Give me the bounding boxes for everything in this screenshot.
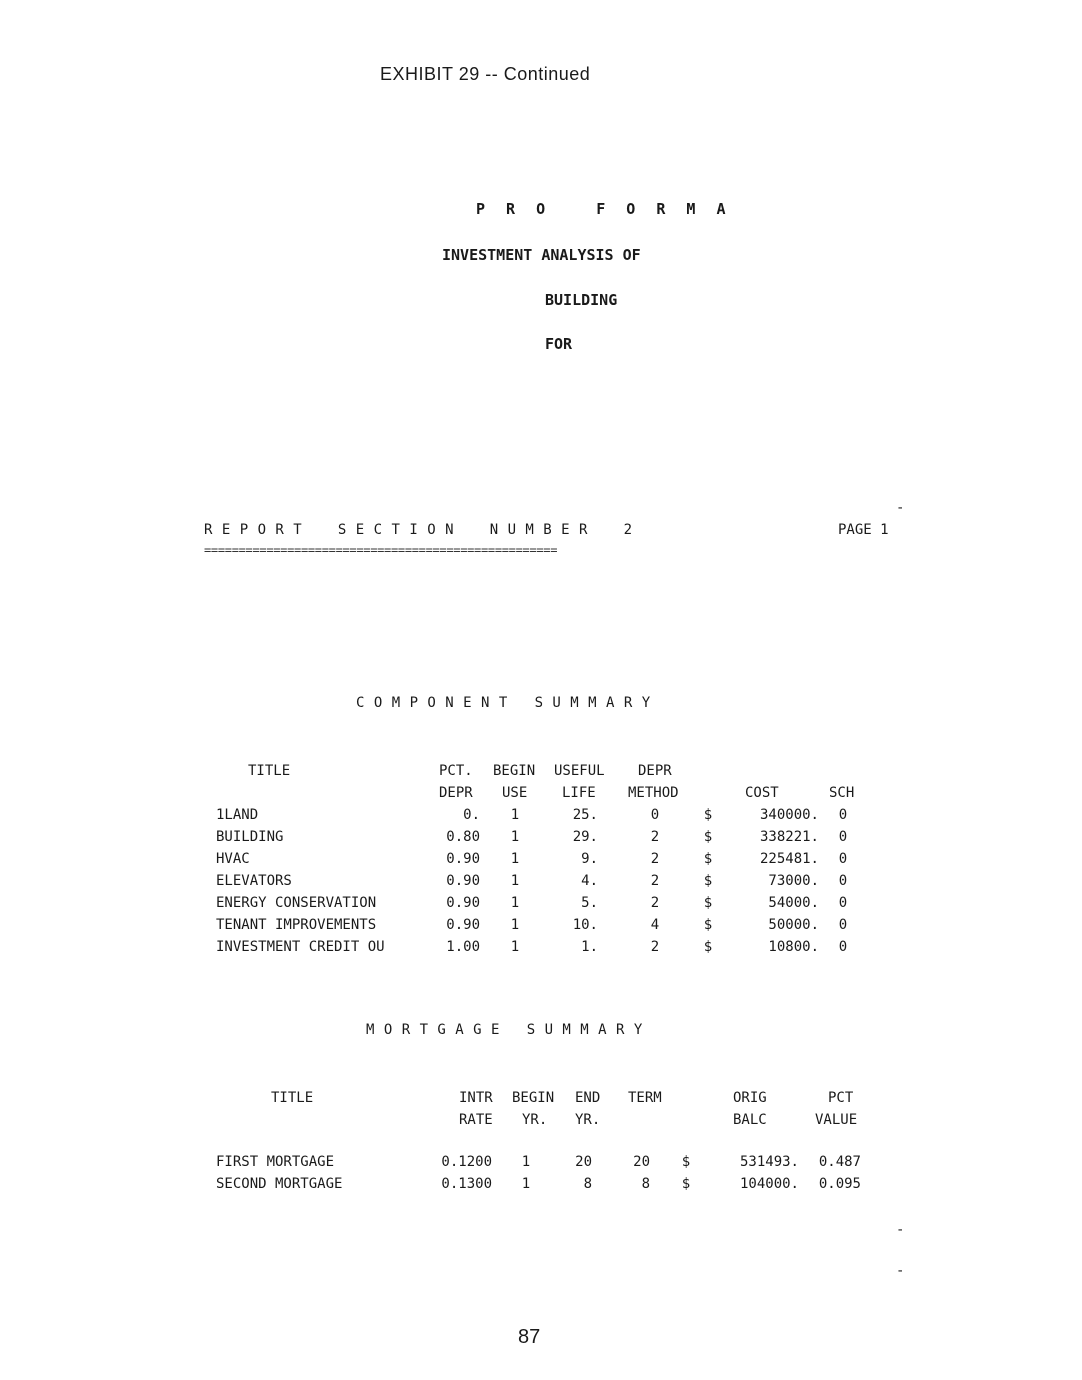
cell-title: HVAC <box>216 851 250 867</box>
table-row <box>0 848 1082 870</box>
cell-cost: 340000. <box>759 807 819 823</box>
cell-begin: 1 <box>510 807 520 823</box>
col-header-title: TITLE <box>271 1090 314 1106</box>
cell-pct: 0. <box>463 807 480 823</box>
margin-mark: - <box>896 1263 905 1279</box>
cell-begin: 1 <box>510 917 520 933</box>
cell-pct: 0.90 <box>446 895 480 911</box>
cell-sch: 0 <box>838 829 848 845</box>
col-header-depr: DEPR <box>439 785 473 801</box>
cell-method: 2 <box>650 829 660 845</box>
col-header-method: METHOD <box>628 785 679 801</box>
cell-end: 20 <box>575 1154 592 1170</box>
cell-dollar: $ <box>703 807 713 823</box>
report-section-number: R E P O R T S E C T I O N N U M B E R 2 <box>204 522 633 538</box>
cell-cost: 73000. <box>768 873 819 889</box>
col-header-pct: PCT <box>828 1090 854 1106</box>
cell-title: ELEVATORS <box>216 873 292 889</box>
cell-life: 25. <box>572 807 598 823</box>
cell-life: 9. <box>581 851 598 867</box>
cell-pct: 0.80 <box>446 829 480 845</box>
cell-life: 5. <box>581 895 598 911</box>
component-summary-heading: C O M P O N E N T S U M M A R Y <box>356 695 651 711</box>
cell-sch: 0 <box>838 939 848 955</box>
cell-pct: 0.90 <box>446 917 480 933</box>
cell-begin: 1 <box>510 873 520 889</box>
page-number: 87 <box>518 1326 541 1348</box>
cell-dollar: $ <box>703 939 713 955</box>
cell-method: 0 <box>650 807 660 823</box>
cell-life: 1. <box>581 939 598 955</box>
col-header-useful: USEFUL <box>554 763 605 779</box>
table-row <box>0 914 1082 936</box>
cell-cost: 54000. <box>768 895 819 911</box>
cell-pct: 0.90 <box>446 873 480 889</box>
col-header-begin: BEGIN <box>512 1090 555 1106</box>
cell-title: FIRST MORTGAGE <box>216 1154 335 1170</box>
cell-method: 4 <box>650 917 660 933</box>
table-row <box>0 936 1082 958</box>
table-row <box>0 1173 1082 1195</box>
cell-begin: 1 <box>521 1176 531 1192</box>
col-header-orig: ORIG <box>733 1090 767 1106</box>
cell-pct: 0.487 <box>818 1154 861 1170</box>
col-header-balc: BALC <box>733 1112 767 1128</box>
cell-dollar: $ <box>703 873 713 889</box>
cell-pct: 1.00 <box>446 939 480 955</box>
header-rule: =================================================== <box>204 543 558 557</box>
col-header-sch: SCH <box>829 785 855 801</box>
cell-life: 10. <box>572 917 598 933</box>
cell-sch: 0 <box>838 851 848 867</box>
cell-sch: 0 <box>838 917 848 933</box>
cell-method: 2 <box>650 939 660 955</box>
cell-sch: 0 <box>838 895 848 911</box>
cell-life: 29. <box>572 829 598 845</box>
mortgage-summary-table <box>0 1087 1082 1195</box>
col-header-depr: DEPR <box>638 763 672 779</box>
cell-begin: 1 <box>510 939 520 955</box>
cell-title: INVESTMENT CREDIT OU <box>216 939 385 955</box>
table-row <box>0 1151 1082 1173</box>
col-header-term: TERM <box>628 1090 662 1106</box>
exhibit-title: EXHIBIT 29 -- Continued <box>380 64 591 84</box>
cell-begin: 1 <box>521 1154 531 1170</box>
cell-end: 8 <box>583 1176 592 1192</box>
cell-term: 20 <box>633 1154 650 1170</box>
col-header-intr: INTR <box>459 1090 493 1106</box>
page-label: PAGE 1 <box>838 522 889 538</box>
col-header-begin: BEGIN <box>493 763 536 779</box>
cell-cost: 10800. <box>768 939 819 955</box>
col-header-pct: PCT. <box>439 763 473 779</box>
cell-rate: 0.1200 <box>441 1154 492 1170</box>
cell-orig: 104000. <box>739 1176 799 1192</box>
title-investment-analysis: INVESTMENT ANALYSIS OF <box>442 246 641 264</box>
table-header-row <box>0 1087 1082 1109</box>
cell-orig: 531493. <box>739 1154 799 1170</box>
cell-dollar: $ <box>703 895 713 911</box>
col-header-value: VALUE <box>815 1112 858 1128</box>
cell-method: 2 <box>650 873 660 889</box>
cell-title: 1LAND <box>216 807 259 823</box>
cell-begin: 1 <box>510 895 520 911</box>
cell-cost: 50000. <box>768 917 819 933</box>
title-pro-forma: P R O F O R M A <box>476 200 732 218</box>
cell-dollar: $ <box>681 1154 691 1170</box>
col-header-cost: COST <box>745 785 779 801</box>
component-rows <box>0 804 1082 958</box>
title-for: FOR <box>545 335 573 353</box>
cell-method: 2 <box>650 851 660 867</box>
cell-method: 2 <box>650 895 660 911</box>
table-row <box>0 826 1082 848</box>
margin-mark: - <box>896 1222 905 1238</box>
cell-dollar: $ <box>703 917 713 933</box>
cell-title: TENANT IMPROVEMENTS <box>216 917 377 933</box>
cell-cost: 225481. <box>759 851 819 867</box>
cell-rate: 0.1300 <box>441 1176 492 1192</box>
table-row <box>0 892 1082 914</box>
mortgage-summary-heading: M O R T G A G E S U M M A R Y <box>366 1022 643 1038</box>
table-header-row <box>0 1109 1082 1131</box>
cell-title: ENERGY CONSERVATION <box>216 895 377 911</box>
col-header-begin-yr: YR. <box>522 1112 548 1128</box>
title-building: BUILDING <box>545 291 618 309</box>
cell-title: BUILDING <box>216 829 284 845</box>
cell-begin: 1 <box>510 829 520 845</box>
table-row <box>0 870 1082 892</box>
cell-sch: 0 <box>838 873 848 889</box>
cell-title: SECOND MORTGAGE <box>216 1176 343 1192</box>
margin-mark: - <box>896 500 905 516</box>
col-header-end: END <box>575 1090 601 1106</box>
cell-begin: 1 <box>510 851 520 867</box>
col-header-life: LIFE <box>562 785 596 801</box>
cell-dollar: $ <box>681 1176 691 1192</box>
col-header-end-yr: YR. <box>575 1112 601 1128</box>
cell-pct: 0.90 <box>446 851 480 867</box>
col-header-use: USE <box>502 785 528 801</box>
table-header-row <box>0 760 1082 782</box>
col-header-rate: RATE <box>459 1112 493 1128</box>
cell-sch: 0 <box>838 807 848 823</box>
cell-dollar: $ <box>703 829 713 845</box>
cell-life: 4. <box>581 873 598 889</box>
cell-term: 8 <box>641 1176 650 1192</box>
cell-pct: 0.095 <box>818 1176 861 1192</box>
mortgage-rows <box>0 1151 1082 1195</box>
table-row <box>0 804 1082 826</box>
table-header-row <box>0 782 1082 804</box>
col-header-title: TITLE <box>248 763 291 779</box>
component-summary-table <box>0 760 1082 958</box>
cell-dollar: $ <box>703 851 713 867</box>
cell-cost: 338221. <box>759 829 819 845</box>
